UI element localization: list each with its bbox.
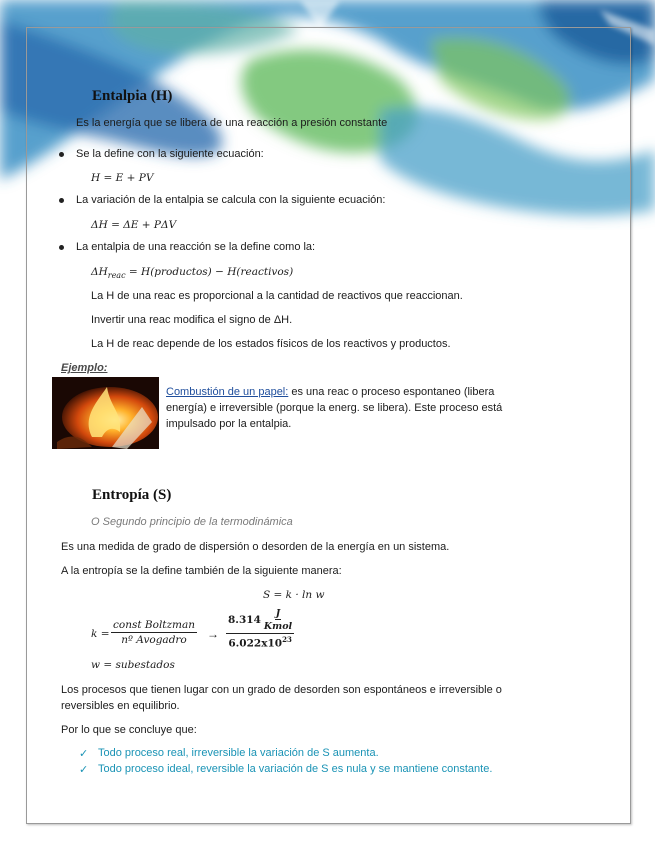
- bullet-icon: [59, 198, 64, 203]
- entropy-conclusion: Por lo que se concluye que:: [61, 724, 197, 736]
- value-fraction: 8.314 $\frac{J}{\text{Kmol}}$ $6.022x10^{23}$: [228, 608, 293, 650]
- equation-w: w = subestados: [91, 659, 175, 671]
- bullet-icon: [59, 245, 64, 250]
- entropy-paragraph-line-1: Los procesos que tienen lugar con un grado de desorden son espontáneos e irreversible o: [61, 684, 502, 696]
- check-item-1: Todo proceso real, irreversible la variación de S aumenta.: [98, 747, 379, 759]
- arrow-icon: →: [207, 627, 219, 641]
- equation-h: H = E + PV: [91, 172, 154, 184]
- example-line-2: energía) e irreversible (porque la energ. se libera). Este proceso está: [166, 402, 503, 414]
- enthalpy-bullet-3: La entalpia de una reacción se la define como la:: [76, 241, 316, 253]
- k-lhs: k =: [91, 628, 110, 640]
- k-fraction: const Boltzman nº Avogadro: [113, 619, 196, 646]
- enthalpy-note-2: Invertir una reac modifica el signo de ΔH.: [91, 314, 293, 326]
- check-icon: ✓: [79, 748, 89, 760]
- equation-delta-h-reac: $\Delta H_{reac}$ = H(productos) − H(reactivos): [91, 266, 294, 281]
- enthalpy-bullet-2: La variación de la entalpia se calcula con la siguiente ecuación:: [76, 194, 386, 206]
- enthalpy-bullet-1: Se la define con la siguiente ecuación:: [76, 148, 264, 160]
- example-link[interactable]: Combustión de un papel:: [166, 386, 289, 398]
- entropy-definition: Es una medida de grado de dispersión o desorden de la energía en un sistema.: [61, 541, 450, 553]
- enthalpy-definition: Es la energía que se libera de una reacción a presión constante: [76, 117, 388, 129]
- equation-s: S = k · ln w: [263, 589, 325, 601]
- bullet-icon: [59, 152, 64, 157]
- enthalpy-heading: Entalpia (H): [92, 88, 173, 104]
- entropy-heading: Entropía (S): [92, 487, 172, 503]
- entropy-intro: A la entropía se la define también de la siguiente manera:: [61, 565, 342, 577]
- check-item-2: Todo proceso ideal, reversible la variación de S es nula y se mantiene constante.: [98, 763, 493, 775]
- entropy-paragraph-line-2: reversibles en equilibrio.: [61, 700, 180, 712]
- example-line-3: impulsado por la entalpia.: [166, 418, 292, 430]
- check-icon: ✓: [79, 764, 89, 776]
- example-label: Ejemplo:: [61, 362, 108, 374]
- example-line-1: Combustión de un papel: es una reac o proceso espontaneo (libera: [166, 386, 495, 398]
- enthalpy-note-1: La H de una reac es proporcional a la cantidad de reactivos que reaccionan.: [91, 290, 463, 302]
- burning-paper-image: [52, 377, 159, 449]
- entropy-subtitle: O Segundo principio de la termodinámica: [91, 516, 293, 528]
- enthalpy-note-3: La H de reac depende de los estados físicos de los reactivos y productos.: [91, 338, 451, 350]
- equation-delta-h: ΔH = ΔE + PΔV: [91, 219, 177, 231]
